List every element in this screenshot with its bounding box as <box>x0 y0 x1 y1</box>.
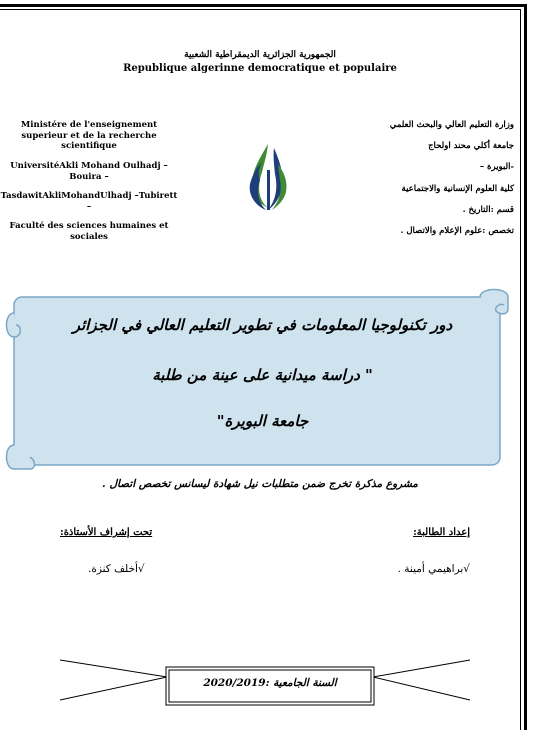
university-logo-icon <box>238 140 298 215</box>
ministry-french: Ministére de l'enseignement superieur et de la recherche scientifique <box>20 120 158 152</box>
department-arabic: قسم :التاريخ . <box>462 204 514 215</box>
memo-description: مشروع مذكرة تخرج ضمن متطلبات نيل شهادة ليسانس تخصص اتصال . <box>102 478 418 490</box>
frame-top-inner-border <box>0 9 520 10</box>
thesis-title-line-1: دور تكنولوجيا المعلومات في تطوير التعليم العالي في الجزائر <box>72 316 453 334</box>
student-name: √براهيمي أمينة . <box>397 563 470 575</box>
supervisor-label: تحت إشراف الأستاذة: <box>60 527 153 538</box>
institution-arabic <box>344 120 514 247</box>
frame-top-border <box>0 4 527 7</box>
faculty-arabic: كلية العلوم الإنسانية والاجتماعية <box>401 183 514 194</box>
university-french: UniversitéAkli Mohand Oulhadj – Bouira – <box>10 160 168 182</box>
university-arabic: جامعة أكلي محند اولحاج <box>428 141 514 152</box>
prepared-by-label: إعداد الطالبة: <box>413 527 470 538</box>
thesis-title-line-2: " دراسة ميدانية على عينة من طلبة <box>152 366 373 384</box>
academic-year: السنة الجامعية :2020/2019 <box>203 677 337 689</box>
frame-right-inner-border <box>520 9 521 730</box>
ministry-arabic: وزارة التعليم العالي والبحث العلمي <box>389 120 514 130</box>
thesis-title-line-3: جامعة البويرة" <box>216 412 309 430</box>
institution-french <box>0 120 178 252</box>
specialty-arabic: تخصص :علوم الإعلام والاتصال . <box>400 225 514 236</box>
university-kabyle: TasdawitAkliMohandUlhadj –Tubirett – <box>0 191 178 212</box>
republic-name-french: Republique algerinne democratique et populaire <box>123 63 397 74</box>
faculty-french: Faculté des sciences humaines et sociales <box>9 221 169 242</box>
supervisor-name: √أخلف كنزة. <box>88 563 145 575</box>
frame-right-border <box>524 4 527 730</box>
city-arabic: -البويرة – <box>479 162 514 173</box>
republic-name-arabic: الجمهورية الجزائرية الديمقراطية الشعبية <box>184 50 336 60</box>
republic-header <box>0 50 520 74</box>
